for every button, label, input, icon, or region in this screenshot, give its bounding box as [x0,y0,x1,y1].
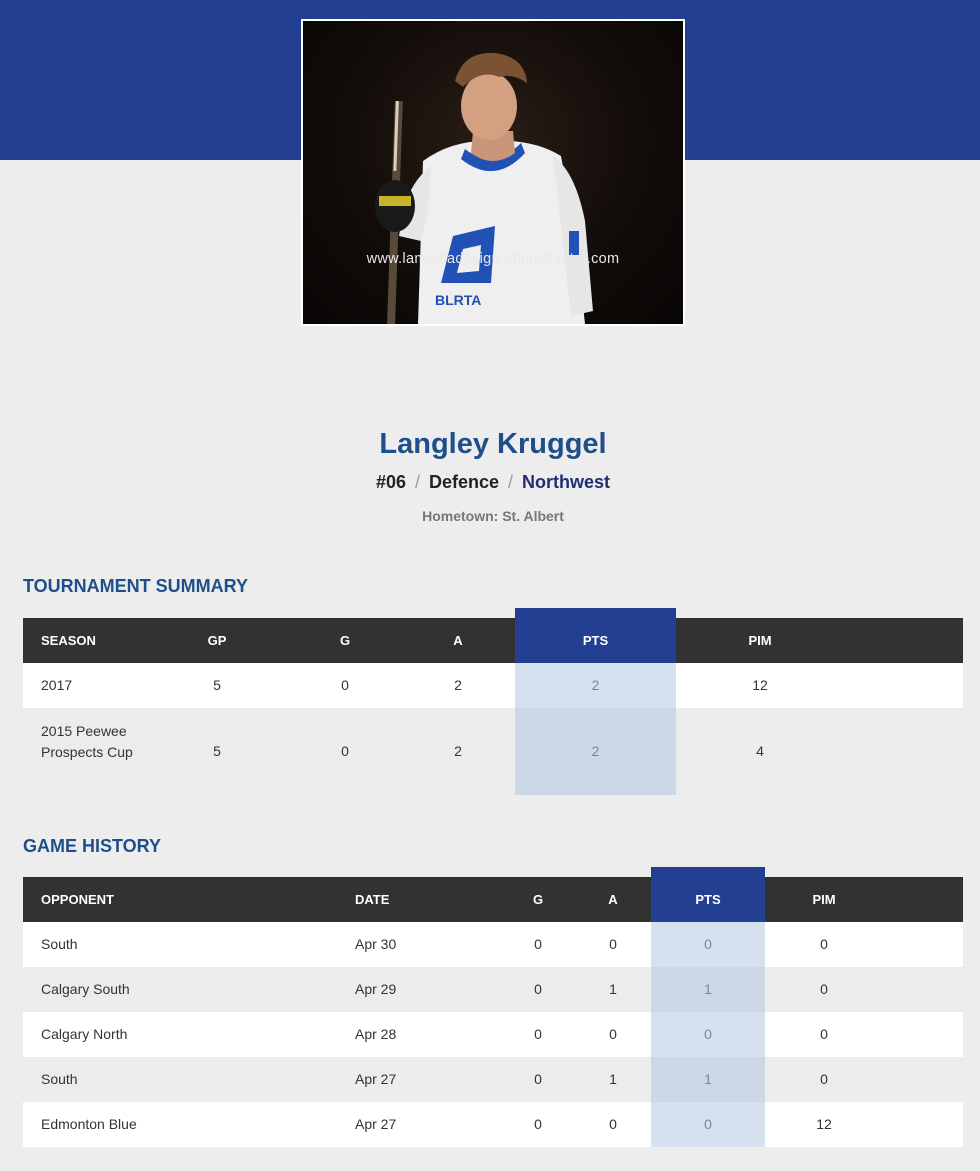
table-header [23,618,963,663]
player-number: #06 [375,472,406,492]
cell-opponent: Calgary South [41,981,130,997]
cell-gp: 5 [213,743,221,759]
player-photo-frame [301,19,685,326]
tournament-summary-title: TOURNAMENT SUMMARY [23,576,248,596]
player-name: Langley Kruggel [379,428,607,460]
player-position: Defence [429,472,500,492]
player-meta [0,472,980,493]
cell-pim: 0 [820,936,828,952]
team-link[interactable]: Northwest [522,472,611,492]
column-header-date[interactable]: DATE [355,892,390,907]
cell-date: Apr 29 [355,981,397,997]
game-history-title: GAME HISTORY [23,836,162,856]
table-row [23,663,963,708]
pts-column-highlight [651,922,765,1147]
cell-pim: 12 [816,1116,832,1132]
cell-g: 0 [341,743,349,759]
cell-pim: 0 [820,1071,828,1087]
cell-a: 2 [454,677,462,693]
column-header-g[interactable]: G [532,892,544,907]
cell-a: 2 [454,743,462,759]
cell-g: 0 [534,1026,542,1042]
cell-opponent: Edmonton Blue [41,1116,137,1132]
cell-g: 0 [534,1116,542,1132]
player-hometown: Hometown: St. Albert [422,508,564,524]
cell-g: 0 [534,936,542,952]
cell-opponent: Calgary North [41,1026,128,1042]
cell-season: 2015 Peewee Prospects Cup [41,723,133,760]
column-header-a[interactable]: A [453,633,463,648]
cell-a: 1 [609,981,617,997]
cell-a: 0 [609,936,617,952]
player-photo [303,21,683,324]
pts-column-highlight [515,663,676,795]
cell-a: 1 [609,1071,617,1087]
cell-season: 2017 [41,677,73,693]
tournament-summary-table [23,618,963,795]
cell-pim: 4 [756,743,764,759]
column-header-pts[interactable]: PTS [582,633,609,648]
column-header-pim[interactable]: PIM [812,892,836,907]
meta-separator: / [414,472,420,492]
meta-separator: / [508,472,514,492]
column-header-pim[interactable]: PIM [748,633,772,648]
cell-gp: 5 [213,677,221,693]
table-row [23,1012,963,1057]
cell-date: Apr 27 [355,1071,397,1087]
player-photo-illustration [303,21,683,324]
cell-date: Apr 30 [355,936,397,952]
cell-date: Apr 28 [355,1026,397,1042]
cell-g: 0 [341,677,349,693]
table-row [23,922,963,967]
cell-date: Apr 27 [355,1116,397,1132]
table-row [23,1102,963,1147]
cell-pim: 0 [820,981,828,997]
column-header-g[interactable]: G [339,633,351,648]
column-header-opponent[interactable]: OPPONENT [41,892,114,907]
table-header [23,877,963,922]
jersey-text: BLRTA [435,292,482,308]
cell-g: 0 [534,1071,542,1087]
cell-g: 0 [534,981,542,997]
column-header-a[interactable]: A [608,892,618,907]
table-row [23,1057,963,1102]
table-row [23,708,963,795]
cell-pim: 0 [820,1026,828,1042]
cell-pim: 12 [752,677,768,693]
column-header-gp[interactable]: GP [207,633,227,648]
cell-opponent: South [41,936,78,952]
game-history-table [23,877,963,1147]
cell-a: 0 [609,1026,617,1042]
table-row [23,967,963,1012]
cell-opponent: South [41,1071,78,1087]
column-header-season[interactable]: SEASON [41,633,96,648]
column-header-pts[interactable]: PTS [695,892,721,907]
cell-a: 0 [609,1116,617,1132]
photo-watermark: www.lamediadesign.photoshelter.com [366,251,620,267]
